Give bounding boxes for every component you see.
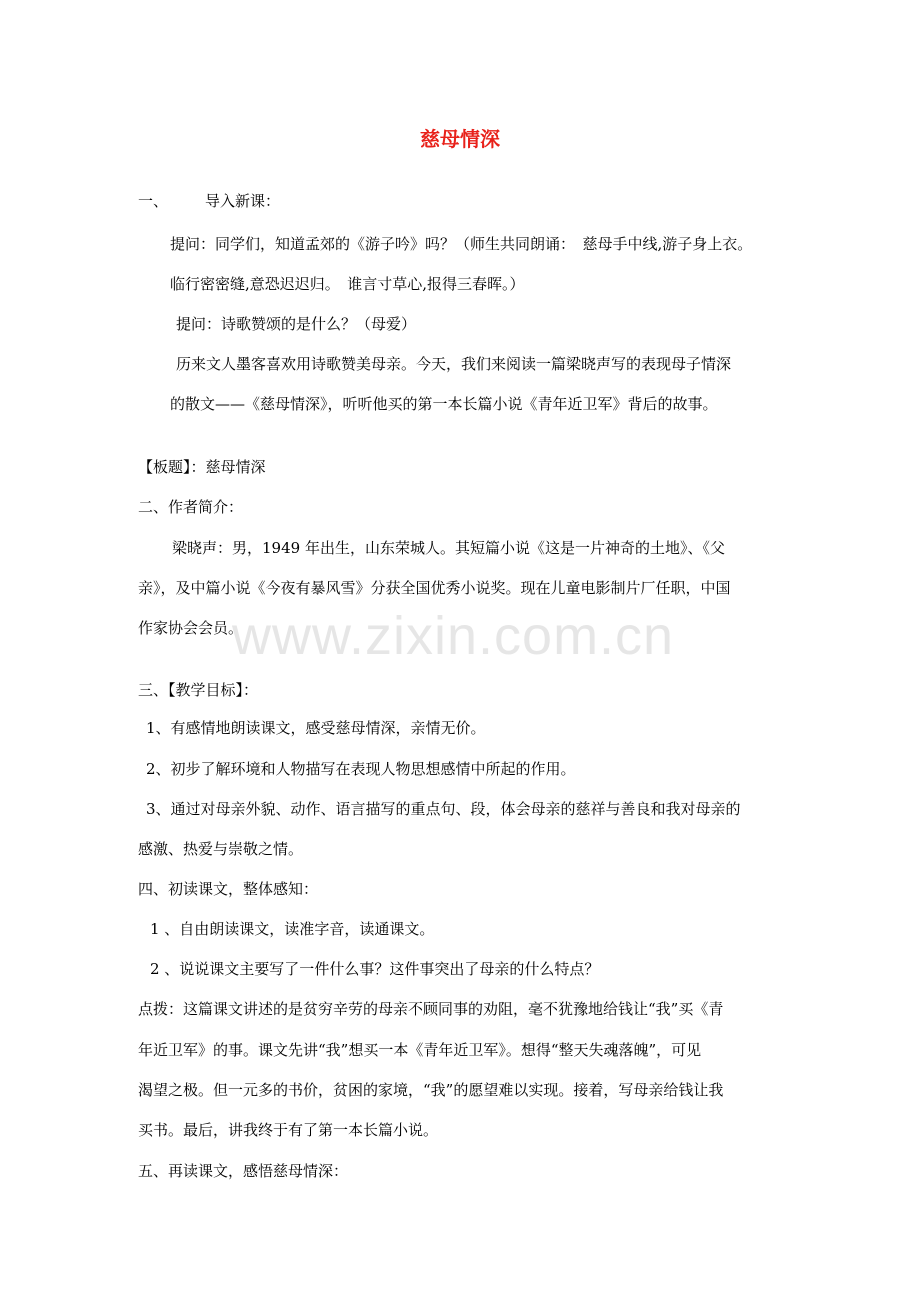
guidance-line-2: 年近卫军》的事。课文先讲“我”想买一本《青年近卫军》。想得“整天失魂落魄”，可见	[138, 1041, 702, 1059]
goal-1: 1、有感情地朗读课文，感受慈母情深，亲情无价。	[146, 719, 486, 737]
guidance-line-3: 渴望之极。但一元多的书价，贫困的家境，“我”的愿望难以实现。接着，写母亲给钱让我	[138, 1081, 724, 1099]
author-bio-line-2: 亲》，及中篇小说《今夜有暴风雪》分获全国优秀小说奖。现在儿童电影制片厂任职，中国	[138, 579, 731, 597]
intro-question-line-1: 提问：同学们，知道孟郊的《游子吟》吗？（师生共同朗诵： 慈母手中线,游子身上衣。	[170, 235, 753, 253]
board-title: 【板题】：慈母情深	[138, 458, 266, 476]
intro-paragraph-line-1: 历来文人墨客喜欢用诗歌赞美母亲。今天，我们来阅读一篇梁晓声写的表现母子情深	[176, 355, 732, 373]
intro-paragraph-line-2: 的散文——《慈母情深》，听听他买的第一本长篇小说《青年近卫军》背后的故事。	[170, 395, 718, 413]
document-title: 慈母情深	[420, 127, 500, 151]
section-1-heading: 导入新课：	[205, 192, 281, 210]
goal-3-line-1: 3、通过对母亲外貌、动作、语言描写的重点句、段，体会母亲的慈祥与善良和我对母亲的	[146, 800, 741, 818]
author-bio-line-1: 梁晓声：男，1949 年出生，山东荣城人。其短篇小说《这是一片神奇的土地》、《父	[172, 539, 725, 557]
section-4-heading: 四、初读课文，整体感知：	[138, 880, 319, 898]
guidance-line-1: 点拨：这篇课文讲述的是贫穷辛劳的母亲不顾同事的劝阻，毫不犹豫地给钱让“我”买《青	[138, 1000, 724, 1018]
goal-3-line-2: 感激、热爱与崇敬之情。	[138, 840, 304, 858]
intro-question-2: 提问：诗歌赞颂的是什么？（母爱）	[176, 315, 417, 333]
section-2-heading: 二、作者简介：	[138, 498, 244, 516]
section-3-heading: 三、【教学目标】：	[138, 681, 259, 699]
guidance-line-4: 买书。最后，讲我终于有了第一本长篇小说。	[138, 1121, 439, 1139]
reading-task-1: 1 、自由朗读课文，读准字音，读通课文。	[150, 920, 435, 938]
watermark: www.zixin.com.cn	[232, 606, 675, 666]
section-5-heading: 五、再读课文，感悟慈母情深：	[138, 1162, 349, 1180]
author-bio-line-3: 作家协会会员。	[138, 619, 244, 637]
section-1-number: 一、	[138, 192, 169, 210]
reading-task-2: 2 、说说课文主要写了一件什么事？这件事突出了母亲的什么特点？	[150, 960, 600, 978]
intro-question-line-2: 临行密密缝,意恐迟迟归。 谁言寸草心,报得三春晖。）	[170, 275, 525, 293]
goal-2: 2、初步了解环境和人物描写在表现人物思想感情中所起的作用。	[146, 760, 576, 778]
